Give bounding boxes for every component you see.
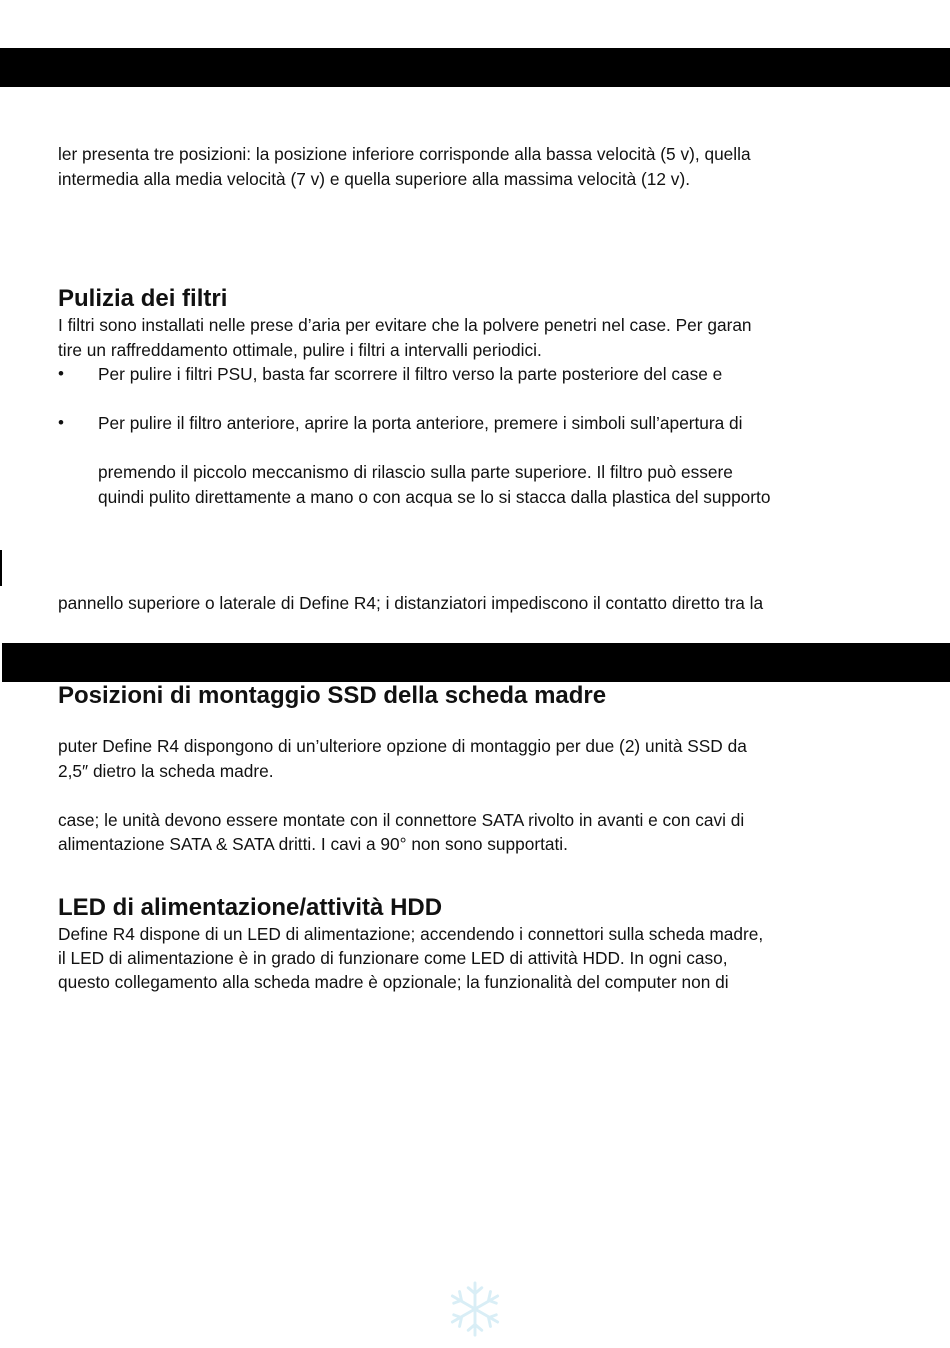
ssd-paragraph-1-line-2: 2,5″ dietro la scheda madre.	[58, 761, 274, 781]
ssd-paragraph-1-line-1: puter Define R4 dispongono di un’ulteriore opzione di montaggio per due (2) unità SSD da	[58, 736, 747, 756]
ssd-paragraph-2-line-1: case; le unità devono essere montate con il connettore SATA rivolto in avanti e con cavi di	[58, 810, 745, 830]
ssd-heading: Posizioni di montaggio SSD della scheda madre	[58, 682, 607, 709]
ssd-paragraph-2-line-2: alimentazione SATA & SATA dritti. I cavi a 90° non sono supportati.	[58, 834, 568, 854]
bullet-psu-filter: Per pulire i filtri PSU, basta far scorrere il filtro verso la parte posteriore del case e	[98, 364, 723, 384]
snowflake-icon	[446, 1280, 504, 1338]
margin-edge-mark	[0, 550, 2, 586]
bullet-front-filter-cont-2: quindi pulito direttamente a mano o con acqua se lo si stacca dalla plastica del supporto	[98, 487, 771, 507]
intro-line-1: ler presenta tre posizioni: la posizione inferiore corrisponde alla bassa velocità (5 v), quella	[58, 144, 751, 164]
led-line-3: questo collegamento alla scheda madre è opzionale; la funzionalità del computer non di	[58, 972, 729, 992]
filters-trailing-line: pannello superiore o laterale di Define R4; i distanziatori impediscono il contatto diretto tra la	[58, 593, 764, 613]
filters-heading: Pulizia dei filtri	[58, 285, 228, 312]
bullet-front-filter: Per pulire il filtro anteriore, aprire la porta anteriore, premere i simboli sull’apertura di	[98, 413, 743, 433]
middle-section-bar	[2, 643, 950, 682]
top-section-bar	[0, 48, 950, 87]
bullet-marker: •	[58, 413, 64, 432]
led-line-1: Define R4 dispone di un LED di alimentazione; accendendo i connettori sulla scheda madre,	[58, 924, 764, 944]
filters-paragraph-line-1: I filtri sono installati nelle prese d’aria per evitare che la polvere penetri nel case. Per garan	[58, 315, 752, 335]
led-line-2: il LED di alimentazione è in grado di funzionare come LED di attività HDD. In ogni caso,	[58, 948, 728, 968]
intro-line-2: intermedia alla media velocità (7 v) e quella superiore alla massima velocità (12 v).	[58, 169, 691, 189]
bullet-marker: •	[58, 364, 64, 383]
led-heading: LED di alimentazione/attività HDD	[58, 894, 443, 921]
filters-paragraph-line-2: tire un raffreddamento ottimale, pulire i filtri a intervalli periodici.	[58, 340, 542, 360]
bullet-front-filter-cont-1: premendo il piccolo meccanismo di rilascio sulla parte superiore. Il filtro può essere	[98, 462, 733, 482]
